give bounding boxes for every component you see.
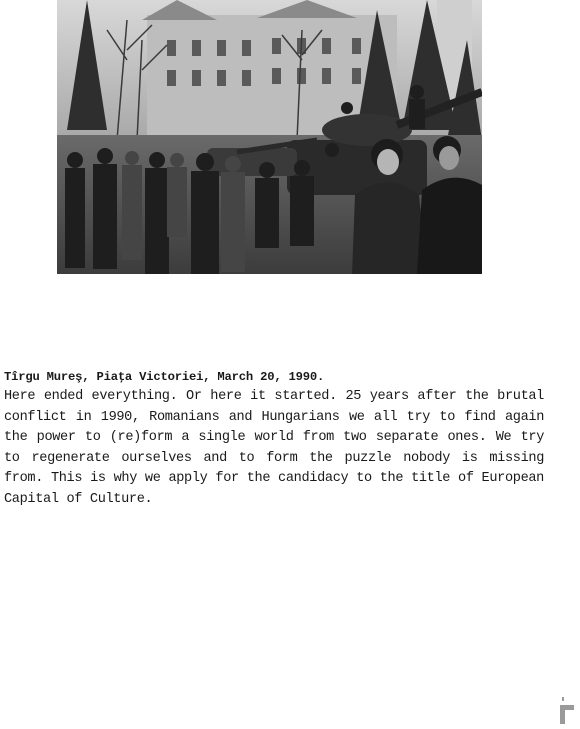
body-paragraph: Here ended everything. Or here it started. 25 years after the brutal conflict in 1990, Romanians and Hungarians we all try to find again the power to (re)form a single world from two separate ones. We try to regenerate ourselves and to form the puzzle nobody is missing from. This is why we apply for the candidacy to the title of European Capital of Culture. xyxy=(4,389,544,507)
photo-caption: Tîrgu Mureş, Piaţa Victoriei, March 20, 1990. xyxy=(4,370,325,384)
corner-logo-mark-icon xyxy=(559,697,575,724)
photo-illustration xyxy=(57,0,482,274)
historical-photo xyxy=(57,0,482,274)
